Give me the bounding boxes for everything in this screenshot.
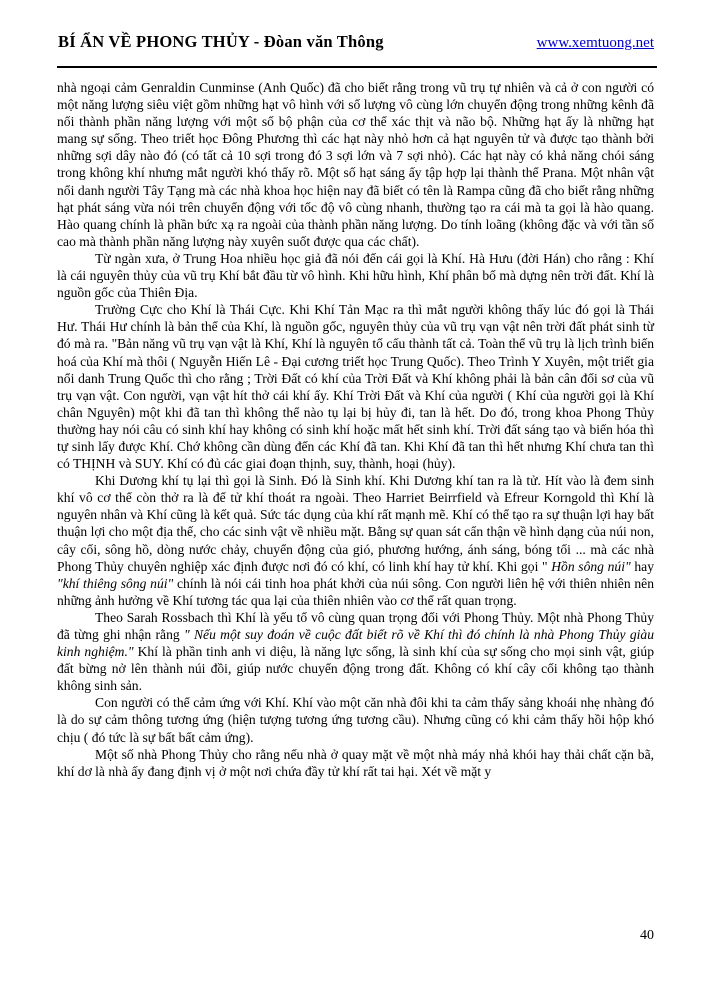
text-run: chính là nói cái tinh hoa phát khởi của núi sông. Con người liên hệ với thiên nhiên nên những ảnh hưởng về Khí tương tác qua lại của thiên nhiên vào cơ thể rất quan trọng. — [57, 575, 654, 608]
italic-text-run: " Nếu một suy đoán về cuộc đất biết rõ về Khí thì đó chính là nhà Phong Thủy giàu kinh nghiệm." — [57, 627, 654, 660]
paragraph — [57, 746, 654, 780]
paragraph — [57, 250, 654, 301]
page-footer — [57, 928, 654, 944]
text-run: Khi Dương khí tụ lại thì gọi là Sinh. Đó là Sinh khí. Khi Dương khí tan ra là tử. Hít vào là đem sinh khí vô cơ thể còn thở ra là để tử khí thoát ra ngoài. Theo Harriet Beirrfield và Efreur Korngold thì Khí là nguyên nhân và Khí cũng là kết quả. Sức tác dụng của khí rất mạnh mẽ. Khí có thể tạo ra sự thuận lợi hay bất thuận lợi cho một địa thế, cho các sinh vật về nhiều mặt. Bằng sự quan sát cẩn thận về hình dạng của núi non, cây cối, sông hồ, dòng nước chảy, chuyển động của gió, phương hướng, ánh sáng, bóng tối ... mà các nhà Phong Thủy chuyên nghiệp xác định được nơi đó có khí, có linh khí hay tử khí. Khi gọi " — [57, 473, 654, 574]
italic-text-run: "khí thiêng sông núi" — [57, 575, 174, 591]
paragraph — [57, 301, 654, 472]
text-run: Con người có thể cảm ứng với Khí. Khí vào một căn nhà đôi khi ta cảm thấy sảng khoái nhẹ nhàng đó là do sự cảm thông tương ứng (hiện tượng tương ứng tương cầu). Nhưng cũng có khi cảm thấy hồi hộp khó chịu ( đó tức là sự bất bất cảm ứng). — [57, 695, 654, 745]
text-run: nhà ngoại cảm Genraldin Cunminse (Anh Quốc) đã cho biết rằng trong vũ trụ tự nhiên và cả ở con người có một năng lượng siêu việt gồm những hạt vô hình với số lượng vô cùng lớn chuyển động trong những kênh đã nối thành phần năng lượng với một số bộ phận của cơ thể xác thịt và não bộ. Những hạt ấy là những hạt mang sự sống. Theo triết học Đông Phương thì các hạt này nhỏ hơn cả hạt nguyên tử và được tạo thành bởi những sợi dây nào đó (có tất cả 10 sợi trong đó 3 sợi lớn và 7 sợi nhỏ). Các hạt này có khả năng chói sáng trong không khí nhưng mắt người khó thấy rõ. Một số hạt sáng ấy tập hợp lại thành thể Prana. Một nhân vật nổi danh người Tây Tạng mà các nhà khoa học hiện nay đã biết có tên là Rampa cũng đã cho biết rằng những hạt phát sáng vừa nói trên chuyển động với tốc độ vô cùng nhanh, thường tạo ra cái mà ta gọi là hào quang. Hào quang chính là phần bức xạ ra ngoài của thành phần năng lượng. Do tính loãng (không đặc và với tần số cao mà thành phần năng lượng này xuyên suốt được qua các chất). — [57, 80, 654, 249]
book-title: BÍ ẨN VỀ PHONG THỦY - Đòan văn Thông — [58, 32, 384, 51]
paragraph — [57, 609, 654, 694]
paragraph — [57, 79, 654, 250]
document-body — [57, 79, 654, 780]
text-run: hay — [630, 558, 655, 574]
page-header — [58, 32, 654, 52]
page-number: 40 — [640, 928, 654, 943]
text-run: Một số nhà Phong Thủy cho rằng nếu nhà ở quay mặt về một nhà máy nhả khói hay thải chất cặn bã, khí dơ là nhà ấy đang định vị ở một nơi chứa đầy tử khí rất tai hại. Xét về mặt y — [57, 746, 654, 779]
paragraph — [57, 472, 654, 609]
italic-text-run: Hồn sông núi" — [551, 558, 631, 574]
header-divider — [57, 66, 657, 68]
text-run: Theo Sarah Rossbach thì Khí là yếu tố vô cùng quan trọng đối với Phong Thủy. Một nhà Phong Thủy đã từng ghi nhận rằng — [57, 609, 654, 642]
paragraph — [57, 694, 654, 745]
website-link[interactable]: www.xemtuong.net — [536, 35, 654, 51]
text-run: Từ ngàn xưa, ở Trung Hoa nhiều học giả đã nói đến cái gọi là Khí. Hà Hưu (đời Hán) cho rằng : Khí là cái nguyên thủy của vũ trụ Khí bắt đầu từ vô hình. Khi hữu hình, Khí phân bố mà dựng nên trời đất. Khí là nguồn gốc của Thiên Địa. — [57, 250, 654, 301]
text-run: Khí là phần tinh anh vi diệu, là năng lực sống, là sinh khí của sự sống cho mọi sinh vật, giúp đất bừng nở lên thành núi đồi, giúp nước chuyển động trong đất. Không có khí cây cối không tạo thành không sinh sản. — [57, 644, 654, 694]
text-run: Trường Cực cho Khí là Thái Cực. Khi Khí Tản Mạc ra thì mắt người không thấy lúc đó gọi là Thái Hư. Thái Hư chính là bản thể của Khí, là nguồn gốc, nguyên thủy của vũ trụ vạn vật nên trời đất phát sinh từ đó mà ra. "Bản năng vũ trụ vạn vật là Khí, Khí là nguyên tố cấu thành tất cả. Toàn thể vũ trụ là lịch trình biến hoá của Khí mà thôi ( Nguyễn Hiến Lê - Đại cương triết học Trung Quốc). Theo Trình Y Xuyên, một triết gia nổi danh Trung Quốc thì cho rằng ; Trời Đất có khí của Trời Đất và Khí không phải là bản cân đối sơ của vũ trụ vạn vật. Con người, vạn vật hít thở cái khí ấy. Khí Trời Đất và Khí của người ( Khí của người gọi là Khí chân Nguyên) một khi đã tan thì không thể nào tụ lại bị hủy đi, tan là hết. Do đó, trong khoa Phong Thủy thường hay nói câu có sinh khí hay không có sinh khí hoặc mất hết sinh khí. Trời đất sáng tạo và biến hóa thì tự sinh lấy được Khí. Chớ không cần dùng đến các Khí đã tan. Khi Khí đã tan thì hết nhưng Khí chưa tan thì có THỊNH và SUY. Khí có đủ các giai đoạn thịnh, suy, thành, hoại (hủy). — [57, 302, 654, 472]
